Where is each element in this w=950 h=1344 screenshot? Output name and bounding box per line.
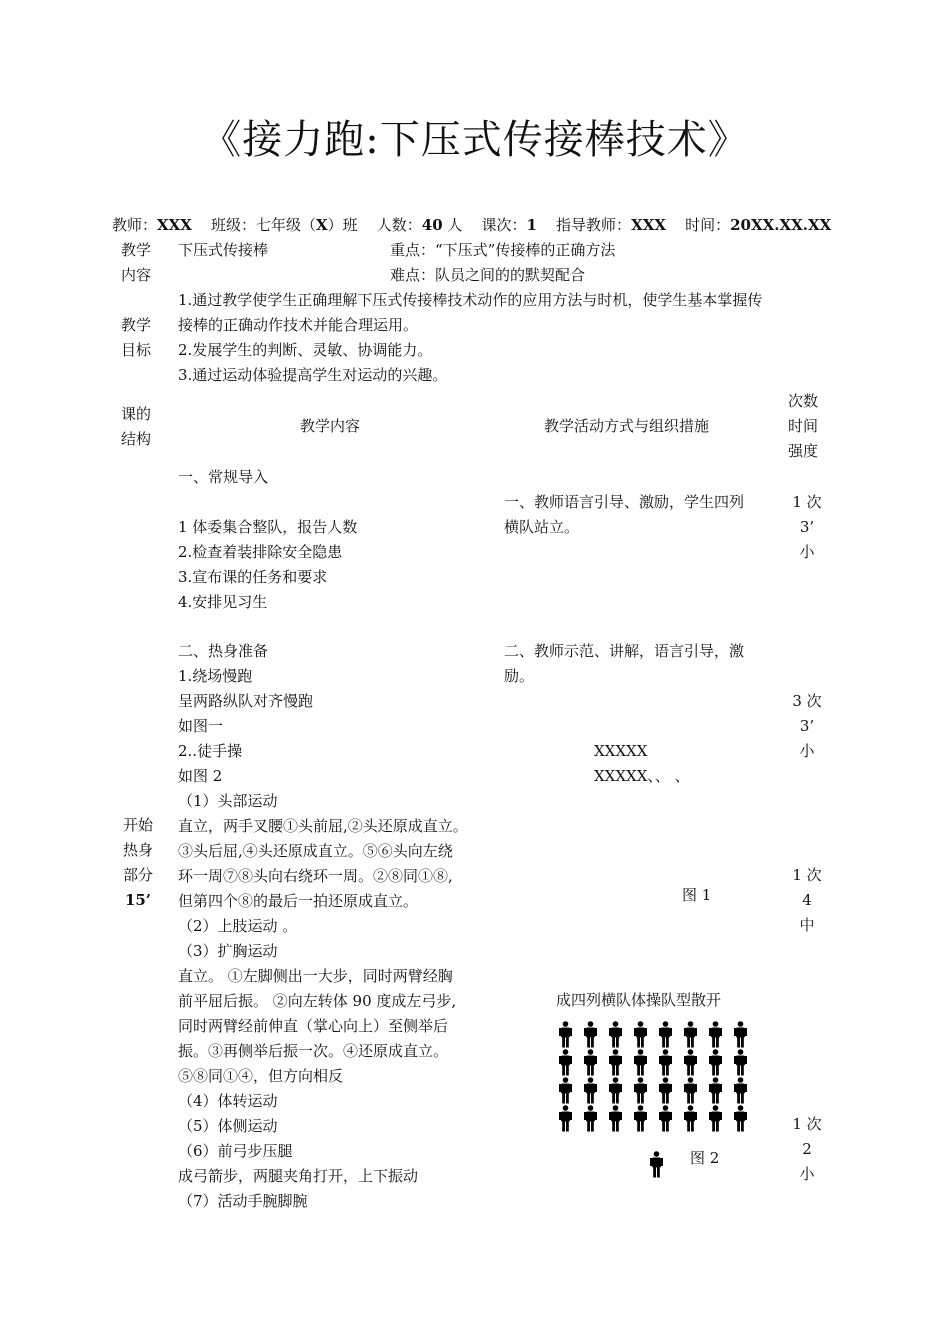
page-title: 《接力跑:下压式传接棒技术》 — [201, 117, 749, 163]
person-icon — [584, 1049, 597, 1076]
list-item: （4）体转运动 — [178, 1092, 278, 1110]
class-end: ）班 — [327, 216, 358, 234]
person-icon — [609, 1105, 622, 1132]
person-icon — [609, 1077, 622, 1104]
goals-label: 教学 目标 — [121, 316, 152, 359]
person-icon — [734, 1021, 747, 1048]
difficulty: 难点：队员之间的的默契配合 — [390, 266, 586, 284]
count-unit: 人 — [442, 216, 463, 234]
lesson-info — [112, 214, 831, 235]
person-icon — [709, 1049, 722, 1076]
stats-header: 次数 时间 强度 — [787, 392, 818, 460]
formation-row: XXXXX — [594, 742, 648, 760]
person-icon — [584, 1105, 597, 1132]
list-item: 如图 2 — [178, 767, 223, 785]
person-icon — [659, 1049, 672, 1076]
list-item: 但第四个⑧的最后一拍还原成直立。 — [178, 892, 419, 910]
person-icon — [634, 1021, 647, 1048]
person-icon — [734, 1077, 747, 1104]
goals-list — [178, 288, 762, 388]
time-value: 20XX.XX.XX — [730, 216, 832, 234]
list-item: 环一周⑦⑧头向右绕环一周。②⑧同①⑧, — [178, 867, 453, 885]
person-icon — [709, 1077, 722, 1104]
goal-line: 1.通过教学使学生正确理解下压式传接棒技术动作的应用方法与时机，使学生基本掌握传 — [178, 291, 763, 309]
list-item: 2..徒手操 — [178, 742, 243, 760]
person-icon — [684, 1105, 697, 1132]
list-item: 成弓箭步，两腿夹角打开，上下振动 — [178, 1167, 419, 1185]
person-icon — [559, 1077, 572, 1104]
list-item: 呈两路纵队对齐慢跑 — [178, 692, 314, 710]
content-value: 下压式传接棒 — [178, 241, 269, 259]
list-item: 直立，两手叉腰①头前屈,②头还原成直立。 — [178, 817, 468, 835]
section1-method: 一、教师语言引导、激励，学生四列 横队站立。 — [504, 493, 745, 536]
list-item: 振。③再侧举后振一次。④还原成直立。 — [178, 1042, 449, 1060]
figure1-label: 图 1 — [682, 886, 712, 904]
section1-stats: 1 次 3’ 小 — [792, 493, 822, 561]
figure2-caption: 成四列横队体操队型散开 — [556, 991, 722, 1009]
list-item: （2）上肢运动 。 — [178, 917, 298, 935]
person-icon — [584, 1077, 597, 1104]
figure2-label: 图 2 — [690, 1149, 720, 1167]
list-item: （3）扩胸运动 — [178, 942, 278, 960]
formation-row: XXXXX、、 、 — [594, 767, 690, 785]
section2-method: 二、教师示范、讲解，语言引导，激 励。 — [504, 642, 745, 685]
list-item: 如图一 — [178, 717, 224, 735]
lesson-value: 1 — [526, 216, 537, 234]
person-icon — [559, 1105, 572, 1132]
list-item: （6）前弓步压腿 — [178, 1142, 293, 1160]
list-item: 前平屈后振。 ②向左转体 90 度成左弓步, — [178, 992, 457, 1010]
person-icon — [684, 1077, 697, 1104]
person-icon — [734, 1105, 747, 1132]
section1-items — [178, 515, 357, 615]
list-item: 1 体委集合整队，报告人数 — [178, 518, 358, 536]
person-icon — [709, 1021, 722, 1048]
stats-exercise: 1 次 4 中 — [792, 866, 822, 934]
list-item: 直立。 ①左脚侧出一大步，同时两臂经胸 — [178, 967, 453, 985]
person-icon — [634, 1077, 647, 1104]
list-item: ⑤⑧同①④，但方向相反 — [178, 1067, 344, 1085]
guide-label: 指导教师： — [556, 216, 632, 234]
goal-line: 接棒的正确动作技术并能合理运用。 — [178, 316, 419, 334]
list-item: 3.宣布课的任务和要求 — [178, 568, 328, 586]
person-icon — [609, 1049, 622, 1076]
teacher-person-icon — [650, 1151, 663, 1178]
person-icon — [559, 1049, 572, 1076]
time-label: 时间： — [685, 216, 731, 234]
count-value: 40 — [421, 216, 443, 234]
list-item: 4.安排见习生 — [178, 593, 268, 611]
section2-heading: 二、热身准备 — [178, 642, 269, 660]
person-icon — [659, 1077, 672, 1104]
list-item: 同时两臂经前伸直（掌心向上）至侧举后 — [178, 1017, 449, 1035]
list-item: （1）头部运动 — [178, 792, 278, 810]
person-icon — [659, 1105, 672, 1132]
class-value: X — [316, 216, 328, 234]
list-item: ③头后屈,④头还原成直立。⑤⑥头向左绕 — [178, 842, 453, 860]
class-label: 班级：七年级（ — [211, 216, 317, 234]
person-icon — [559, 1021, 572, 1048]
method-header: 教学活动方式与组织措施 — [544, 417, 710, 435]
teacher-label: 教师： — [112, 216, 158, 234]
content-label: 教学 内容 — [121, 241, 152, 284]
part-label: 开始 热身 部分 15’ — [122, 816, 153, 909]
lesson-label: 课次： — [481, 216, 527, 234]
section2-lines — [178, 664, 468, 1214]
content-header: 教学内容 — [300, 417, 361, 435]
guide-value: XXX — [631, 216, 666, 234]
teacher-value: XXX — [157, 216, 192, 234]
structure-header: 课的 结构 — [121, 405, 152, 448]
stats-stretch: 1 次 2 小 — [792, 1115, 822, 1183]
list-item: （7）活动手腕脚腕 — [178, 1192, 308, 1210]
list-item: 1.绕场慢跑 — [178, 667, 253, 685]
person-icon — [734, 1049, 747, 1076]
list-item: （5）体侧运动 — [178, 1117, 278, 1135]
goal-line: 2.发展学生的判断、灵敏、协调能力。 — [178, 341, 433, 359]
key-point: 重点：“下压式”传接棒的正确方法 — [390, 241, 616, 259]
person-icon — [684, 1021, 697, 1048]
person-icon — [609, 1021, 622, 1048]
person-icon — [709, 1105, 722, 1132]
person-icon — [684, 1049, 697, 1076]
goal-line: 3.通过运动体验提高学生对运动的兴趣。 — [178, 366, 448, 384]
person-icon — [634, 1105, 647, 1132]
person-icon — [634, 1049, 647, 1076]
person-icon — [659, 1021, 672, 1048]
count-label: 人数： — [376, 216, 422, 234]
section1-heading: 一、常规导入 — [178, 468, 269, 486]
person-icon — [584, 1021, 597, 1048]
list-item: 2.检查着装排除安全隐患 — [178, 543, 343, 561]
stats-jog: 3 次 3’ 小 — [792, 692, 822, 760]
